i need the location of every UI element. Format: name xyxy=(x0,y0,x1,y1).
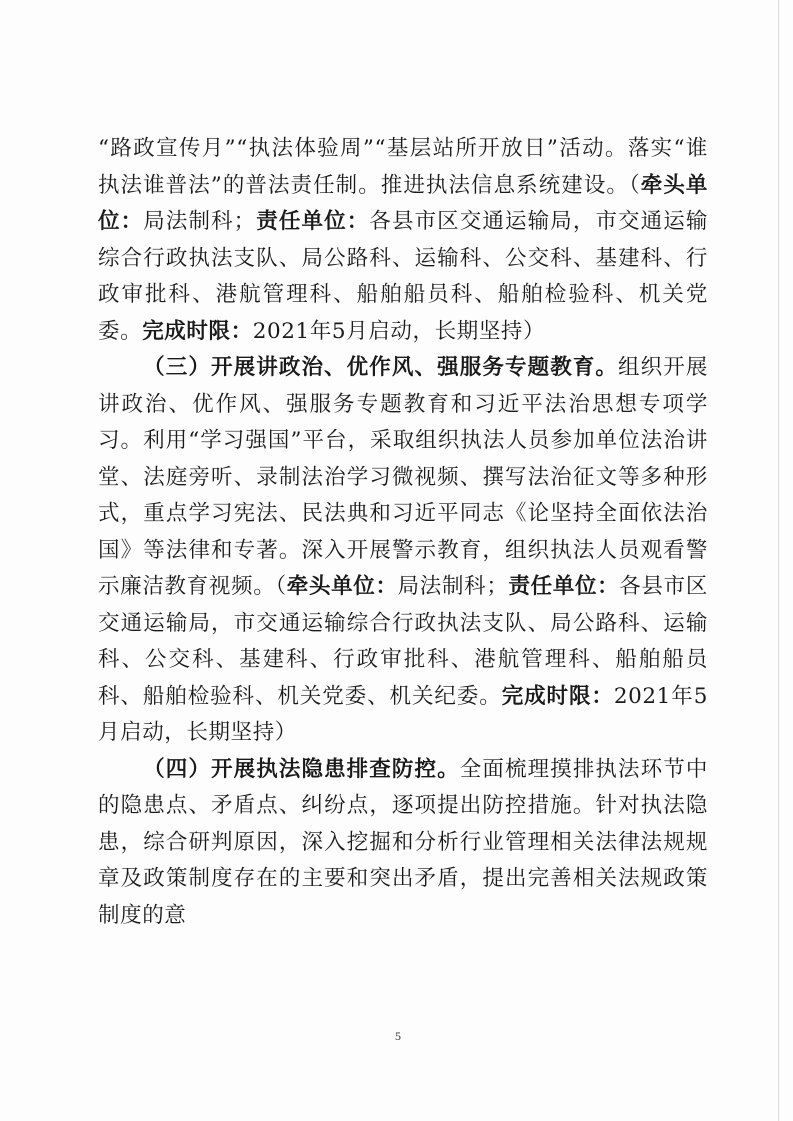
text-run: 组织开展讲政治、优作风、强服务专题教育和习近平法治思想专项学习。利用“学习强国”平台，采取组织执法人员参加单位法治讲堂、法庭旁听、录制法治学习微视频、撰写法治征文等多种形式，重点学习宪法、民法典和习近平同志《论坚持全面依法治国》等法律和专著。深入开展警示教育，组织执法人员观看警示廉洁教育视频。（ xyxy=(98,355,708,599)
paragraph-section-4 xyxy=(98,752,708,935)
document-body xyxy=(98,131,708,934)
text-run: “路政宣传月”“执法体验周”“基层站所开放日”活动。落实“谁执法谁普法”的普法责任制。推进执法信息系统建设。（ xyxy=(98,136,708,198)
section-heading: （四）开展执法隐患排查防控。 xyxy=(143,756,460,782)
paragraph-section-3 xyxy=(98,350,708,752)
lead-unit-label: 牵头单位： xyxy=(286,574,398,599)
responsible-unit-label: 责任单位： xyxy=(255,209,370,234)
deadline-value: 2021年5月启动，长期坚持） xyxy=(252,318,546,344)
deadline-label: 完成时限： xyxy=(142,318,253,344)
section-heading: （三）开展讲政治、优作风、强服务专题教育。 xyxy=(143,355,619,380)
paragraph-continuation xyxy=(98,131,708,350)
page-number: 5 xyxy=(395,1029,401,1043)
lead-unit-label: 牵头单位： xyxy=(98,172,708,234)
responsible-unit-label: 责任单位： xyxy=(508,574,620,599)
text-run: 全面梳理摸排执法环节中的隐患点、矛盾点、纠纷点，逐项提出防控措施。针对执法隐患，综合研判原因，深入挖掘和分析行业管理相关法律法规规章及政策制度存在的主要和突出矛盾，提出完善相关法规政策制度的意 xyxy=(98,756,708,928)
lead-unit-value: 局法制科； xyxy=(143,209,256,234)
responsible-unit-value: 各县市区交通运输局，市交通运输综合行政执法支队、局公路科、运输科、公交科、基建科、行政审批科、港航管理科、船舶船员科、船舶检验科、机关党委。 xyxy=(98,209,708,344)
lead-unit-value: 局法制科； xyxy=(397,574,509,599)
responsible-unit-value: 各县市区交通运输局，市交通运输综合行政执法支队、局公路科、运输科、公交科、基建科、行政审批科、港航管理科、船舶船员科、船舶检验科、机关党委、机关纪委。 xyxy=(98,574,708,709)
page-edge-line xyxy=(778,0,779,1121)
deadline-label: 完成时限： xyxy=(501,683,614,709)
deadline-value: 2021年5月启动，长期坚持） xyxy=(98,683,708,745)
